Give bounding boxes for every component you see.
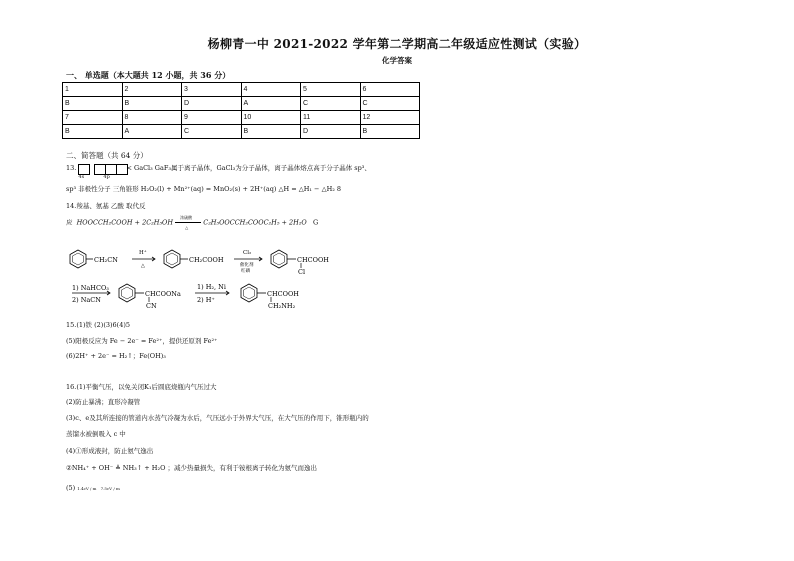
- reagent-3-line-2: 2) NaCN: [72, 296, 101, 304]
- section-heading-1: 一、 单选题（本大题共 12 小题，共 36 分）: [66, 70, 231, 80]
- q15-line-2: (5)阳极反应为 Fe − 2e⁻ = Fe²⁺，提供还原剂 Fe²⁺: [66, 337, 218, 345]
- table-cell: B: [63, 97, 123, 111]
- q16-line-1: 16.(1)平衡气压，以免关闭K₁后圆底烧瓶内气压过大: [66, 383, 217, 391]
- table-cell: 7: [63, 111, 123, 125]
- reagent-2-top: Cl₂: [243, 250, 252, 256]
- substance-5: CHCOOH: [267, 290, 299, 298]
- q16-line-2: (2)防止暴沸；直形冷凝管: [66, 398, 141, 406]
- q16-line-7-prefix: (5): [66, 484, 76, 492]
- table-cell: B: [360, 125, 420, 139]
- table-cell: A: [122, 125, 182, 139]
- benzene-ring-1: [70, 250, 86, 268]
- benzene-ring-4: [119, 284, 135, 302]
- q16-line-6-text: ；减少热量损失，有利于铵根离子转化为氨气而逸出: [167, 464, 317, 472]
- table-cell: 6: [360, 83, 420, 97]
- table-cell: 12: [360, 111, 420, 125]
- orbital-diagram: [78, 164, 124, 180]
- substance-1: CH₂CN: [94, 256, 118, 264]
- reagent-4-bottom: 2) H⁺: [197, 296, 215, 304]
- orbital-box-4p-3: [116, 164, 128, 175]
- table-cell: C: [360, 97, 420, 111]
- q16-equation: ②NH₄⁺ + OH⁻ ≜ NH₃↑ + H₂O: [66, 464, 166, 472]
- reagent-4-top: 1) H₂, Ni: [197, 283, 226, 291]
- table-cell: B: [241, 125, 301, 139]
- orbital-label-4s: 4s: [78, 174, 85, 180]
- table-cell: 8: [122, 111, 182, 125]
- benzene-ring-5: [241, 284, 257, 302]
- table-cell: 9: [182, 111, 242, 125]
- q13-number: 13.: [66, 164, 77, 172]
- q15-line-1: 15.(1)铁 (2)(3)6(4)5: [66, 321, 131, 329]
- substance-4: CHCOONa: [145, 290, 181, 298]
- benzene-ring-2: [164, 250, 180, 268]
- q16-line-3: (3)c、e及其所连接的管道内水蒸气冷凝为水后，气压远小于外界大气压，在大气压的作用下，锥形瓶内的: [66, 414, 369, 422]
- table-cell: B: [122, 97, 182, 111]
- q13-answer-1: < GaCl₃ GaF₃属于离子晶体，GaCl₃为分子晶体，离子晶体熔点高于分子晶体 sp³、: [126, 164, 371, 172]
- table-row: [63, 97, 420, 111]
- q15-line-3: (6)2H⁺ + 2e⁻ = H₂↑；Fe(OH)₃: [66, 352, 166, 360]
- table-row: [63, 125, 420, 139]
- table-cell: 11: [301, 111, 361, 125]
- fraction-2: 7.5cV / m: [100, 486, 120, 491]
- q13-line-2: sp³ 非极性分子 三角锥形 H₂O₂(l) + Mn²⁺(aq) = MnO₂(s) + 2H⁺(aq) △H = △H₁ − △H₂ 8: [66, 185, 342, 193]
- section-heading-2: 二、简答题（共 64 分）: [66, 151, 148, 160]
- substance-3-substituent: Cl: [298, 268, 306, 276]
- reagent-3-line-1: 1) NaHCO₃: [72, 284, 109, 292]
- table-cell: C: [301, 97, 361, 111]
- condition-bottom: △: [185, 225, 189, 230]
- table-cell: 4: [241, 83, 301, 97]
- answer-table: [62, 82, 420, 139]
- q14-prefix: 应: [66, 218, 73, 227]
- table-cell: D: [182, 97, 242, 111]
- page-title: 杨柳青一中 2021-2022 学年第二学期高二年级适应性测试（实验）: [207, 37, 587, 51]
- table-cell: 2: [122, 83, 182, 97]
- table-cell: A: [241, 97, 301, 111]
- orbital-label-4p: 4p: [103, 174, 110, 180]
- condition-top: 浓硫酸: [180, 215, 193, 220]
- q16-line-7: [66, 484, 120, 493]
- table-cell: C: [182, 125, 242, 139]
- condition-arrow: [175, 215, 201, 230]
- table-cell: D: [301, 125, 361, 139]
- substance-4-substituent: CN: [146, 302, 157, 310]
- q16-line-6: [66, 464, 317, 473]
- q16-line-4: 蒸馏水被倒吸入 c 中: [66, 430, 126, 438]
- table-cell: 5: [301, 83, 361, 97]
- q16-line-5: (4)①形成液封，防止氨气逸出: [66, 447, 154, 455]
- benzene-ring-3: [271, 250, 287, 268]
- substance-5-substituent: CH₂NH₂: [268, 302, 296, 310]
- substance-3: CHCOOH: [297, 256, 329, 264]
- table-cell: B: [63, 125, 123, 139]
- table-cell: 3: [182, 83, 242, 97]
- q14-reactants: HOOCCH₂COOH + 2C₂H₅OH: [76, 218, 174, 227]
- q14-suffix: G: [312, 218, 319, 227]
- reagent-2-bottom: 红磷: [241, 269, 250, 274]
- table-row: [63, 83, 420, 97]
- subtitle: 化学答案: [382, 56, 412, 65]
- q13-line-1: [66, 164, 371, 180]
- table-cell: 10: [241, 111, 301, 125]
- reagent-1-bottom: △: [141, 263, 145, 269]
- table-row: [63, 111, 420, 125]
- q14-products: C₂H₅OOCCH₂COOC₂H₅ + 2H₂O: [203, 218, 307, 227]
- q14-line-1: 14.羧基、氨基 乙酸 取代反: [66, 202, 146, 210]
- fraction-1: 1.4cV / m: [77, 486, 97, 491]
- reagent-2-mid: 催化剂: [240, 263, 254, 268]
- reagent-1-top: H⁺: [139, 250, 147, 256]
- substance-2: CH₂COOH: [189, 256, 224, 264]
- table-cell: 1: [63, 83, 123, 97]
- q14-equation: [66, 215, 319, 230]
